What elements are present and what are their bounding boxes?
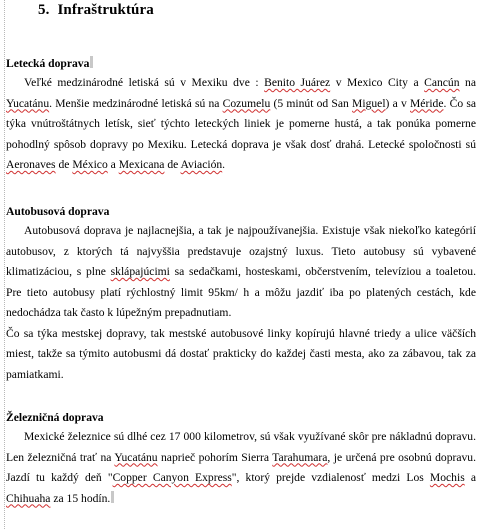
spelling-flag: Aeronaves [6, 158, 56, 171]
spelling-flag: sklápajúcimi [110, 265, 170, 278]
paragraph-rail[interactable]: Mexické železnice sú dlhé cez 17 000 kilometrov, sú však využívané skôr pre nákladnú dopravu. Len železničná trať na Yucatánu naprieč pohorím Sierra Tarahumara, je určená pre osobnú dopravu. Jazdí tu každý deň "Copper Canyon Express", ktorý prejde vzdialenosť medzi Los Mochis a Chihuaha za 15 hodín. [6, 430, 476, 505]
spelling-flag: Mexicana [118, 158, 165, 171]
spelling-flag: Copper Canyon Express [112, 471, 232, 484]
paragraph-air[interactable]: Veľké medzinárodné letiská sú v Mexiku dve : Benito Juárez v Mexico City a Cancún na Yucatánu. Menšie medzinárodné letiská sú na Cozumelu (5 minút od San Miguel) a v Méride. Čo sa týka vnútroštátnych letísk, sieť týchto leteckých liniek je pomerne hustá, a tak ponúka pomerne pohodlný spôsob dopravy po Mexiku. Letecká doprava je však dosť drahá. Letecké spoločnosti sú Aeronaves de México a Mexicana de Aviación. [6, 76, 476, 171]
spelling-flag: Cancún [424, 76, 460, 89]
section-title-rail: Železničná doprava [6, 411, 104, 424]
section-bus-transport [6, 202, 476, 385]
spelling-flag: Cozumelu [222, 96, 271, 110]
spelling-flag: Yucatánu [6, 96, 50, 110]
spelling-flag: Mochis [429, 471, 465, 484]
spelling-flag: Méride [410, 96, 444, 110]
spelling-flag: Tarahumara [272, 450, 328, 464]
text-cursor-mark [111, 491, 114, 503]
spelling-flag: Chihuaha [6, 491, 51, 505]
section-air-transport [6, 54, 476, 176]
page-title [38, 2, 154, 19]
section-rail-transport [6, 408, 476, 509]
paragraph-bus-city[interactable]: Čo sa týka mestskej dopravy, tak mestské autobusové linky kopírujú hlavné triedy a ulice väčších miest, takže sa týmito autobusmi dá dostať prakticky do každej časti mesta, ako za zábavou, tak za pamiatkami. [6, 326, 476, 381]
paragraph-bus-intercity[interactable]: Autobusová doprava je najlacnejšia, a tak je najpoužívanejšia. Existuje však niekoľko kategórií autobusov, z ktorých tá najvyššia predstavuje ozajstný luxus. Tieto autobusy sú vybavené klimatizáciou, s plne sklápajúcimi sa sedačkami, hosteskami, občerstvením, televíziou a toaletou. Pre tieto autobusy platí rýchlostný limit 95km/ h a môžu jazdiť iba po platených cestách, kde nedochádza tak často k lúpežným prepadnutiam. [6, 224, 476, 319]
spelling-flag: Miguel [352, 96, 386, 110]
section-title-air: Letecká doprava [6, 54, 476, 73]
margin-guide [4, 0, 5, 529]
spelling-flag: Benito Juárez [264, 76, 331, 89]
spelling-flag: Aviación [180, 158, 223, 171]
heading-text: Infraštruktúra [57, 2, 154, 18]
text-cursor-mark [90, 56, 93, 68]
heading-number: 5. [38, 2, 50, 18]
spelling-flag: Yucatánu [114, 450, 158, 464]
section-title-bus: Autobusová doprava [6, 205, 110, 218]
spelling-flag: México [72, 158, 108, 171]
